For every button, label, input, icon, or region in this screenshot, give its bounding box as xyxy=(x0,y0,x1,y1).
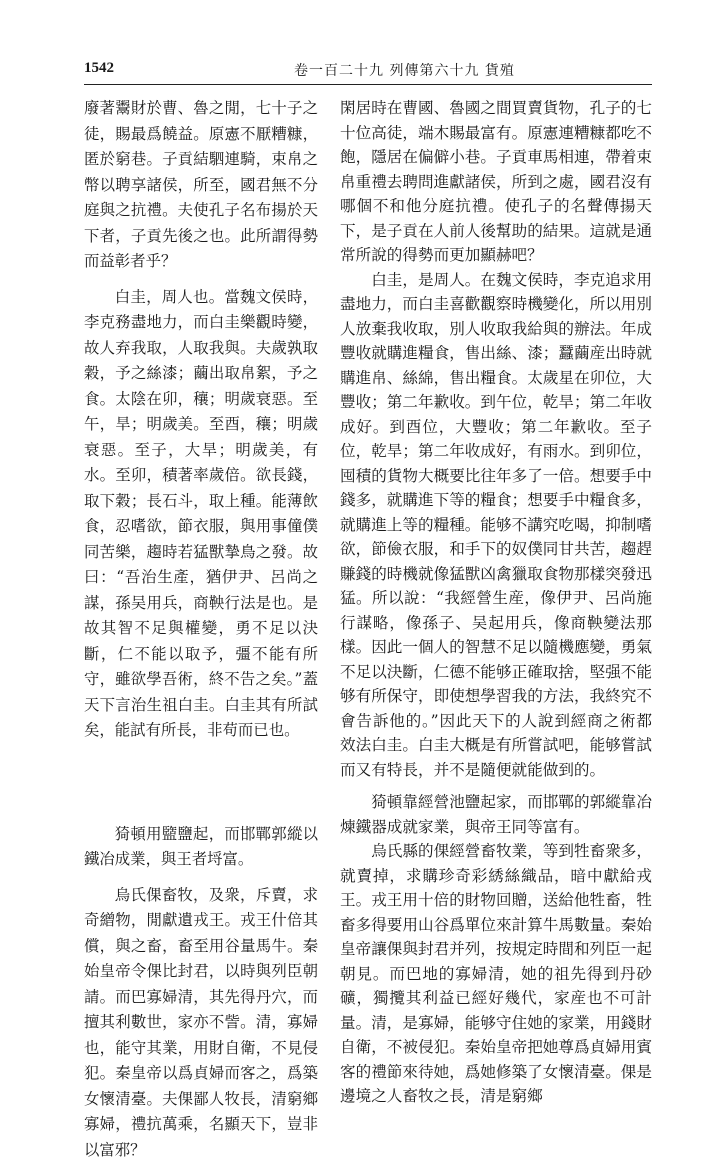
paragraph-gap xyxy=(84,873,318,883)
classical-text-column xyxy=(84,96,318,1163)
classical-paragraph-baigui: 白圭，周人也。當魏文侯時，李克務盡地力，而白圭樂觀時變，故人弃我取，人取我與。夫歲孰取穀，予之絲漆；繭出取帛絮，予之食。太陰在卯，穰；明歲衰惡。至午，旱；明歲美。至酉，穰；明歲衰惡。至子，大旱；明歲美，有水。至卯，積著率歲倍。欲長錢，取下穀；長石斗，取上種。能薄飲食，忍嗜欲，節衣服，與用事僮僕同苦樂，趨時若猛獸摯鳥之發。故曰：“吾治生產，猶伊尹、呂尚之謀，孫吴用兵，商鞅行法是也。是故其智不足與權變，勇不足以決斷，仁不能以取予，彊不能有所守，雖欲學吾術，終不告之矣。”蓋天下言治生祖白圭。白圭其有所試矣，能試有所長，非苟而已也。 xyxy=(84,285,318,744)
paragraph-gap xyxy=(84,275,318,285)
page-number: 1542 xyxy=(84,60,114,77)
translation-paragraph-wushi-luo: 烏氏縣的倮經營畜牧業，等到牲畜衆多，就賣掉，求購珍奇彩綉絲織品，暗中獻給戎王。戎王用十倍的財物回贈，送給他牲畜，牲畜多得要用山谷爲單位來計算牛馬數量。秦始皇帝讓倮與封君并列，按規定時間和列臣一起朝見。而巴地的寡婦清，她的祖先得到丹砂礦，獨攬其利益已經好幾代，家産也不可計量。清，是寡婦，能够守住她的家業，用錢財自衛，不被侵犯。秦始皇帝把她尊爲貞婦用賓客的禮節來待她，爲她修築了女懷清臺。倮是邊境之人畜牧之長，清是窮鄉 xyxy=(340,839,652,1109)
translation-paragraph-baigui: 白圭，是周人。在魏文侯時，李克追求用盡地力，而白圭喜歡觀察時機變化，所以用別人放棄我收取，別人收取我給與的辦法。年成豐收就購進糧食，售出絲、漆；蠶繭産出時就購進帛、絲綿，售出糧食。太歲星在卯位，大豐收；第二年歉收。到午位，乾旱；第二年收成好。到酉位，大豐收；第二年歉收。至子位，乾旱；第二年收成好，有雨水。到卯位，囤積的貨物大概要比往年多了一倍。想要手中錢多，就購進下等的糧食；想要手中糧食多，就購進上等的糧種。能够不講究吃喝，抑制嗜欲，節儉衣服，和手下的奴僕同甘共苦，趨趕賺錢的時機就像猛獸凶禽獵取食物那樣突發迅猛。所以說：“我經營生産，像伊尹、呂尚施行謀略，像孫子、吴起用兵，像商鞅變法那樣。因此一個人的智慧不足以隨機應變，勇氣不足以決斷，仁德不能够正確取捨，堅强不能够有所保守，即使想學習我的方法，我終究不會告訴他的。”因此天下的人說到經商之術都效法白圭。白圭大概是有所嘗試吧，能够嘗試而又有特長，并不是隨便就能做到的。 xyxy=(340,268,652,783)
translation-paragraph-yidun: 猗頓靠經營池鹽起家，而邯鄲的郭縱靠冶煉鐵器成就家業，與帝王同等富有。 xyxy=(340,790,652,839)
running-head: 卷一百二十九 列傳第六十九 貨殖 xyxy=(294,60,515,80)
section-gap xyxy=(84,744,318,822)
classical-paragraph-yidun: 猗頓用盬鹽起，而邯鄲郭縱以鐵冶成業，與王者埒富。 xyxy=(84,822,318,873)
translation-paragraph-zigong: 閑居時在曹國、魯國之間買賣貨物，孔子的七十位高徒，端木賜最富有。原憲連糟糠都吃不飽，隱居在偏僻小巷。子貢車馬相連，帶着束帛重禮去聘問進獻諸侯，所到之處，國君沒有哪個不和他分庭抗禮。使孔子的名聲傳揚天下，是子貢在人前人後幫助的結果。這就是通常所說的得勢而更加顯赫吧？ xyxy=(340,96,652,268)
classical-paragraph-zigong: 廢著鬻財於曹、魯之閒，七十子之徒，賜最爲饒益。原憲不厭糟糠，匿於窮巷。子貢結駟連騎，束帛之幣以聘享諸侯，所至，國君無不分庭與之抗禮。夫使孔子名布揚於天下者，子貢先後之也。此所謂得勢而益彰者乎？ xyxy=(84,96,318,275)
header-rule xyxy=(84,84,652,85)
translation-text-column xyxy=(340,96,652,1109)
page-header xyxy=(84,60,644,82)
classical-paragraph-wushi-luo: 烏氏倮畜牧，及衆，斥賣，求奇繒物，閒獻遺戎王。戎王什倍其償，與之畜，畜至用谷量馬牛。秦始皇帝令倮比封君，以時與列臣朝請。而巴寡婦清，其先得丹穴，而擅其利數世，家亦不訾。清，寡婦也，能守其業，用財自衛，不見侵犯。秦皇帝以爲貞婦而客之，爲築女懷清臺。夫倮鄙人牧長，清窮鄉寡婦，禮抗萬乘，名顯天下，豈非以富邪？ xyxy=(84,883,318,1163)
paragraph-gap xyxy=(340,782,652,790)
